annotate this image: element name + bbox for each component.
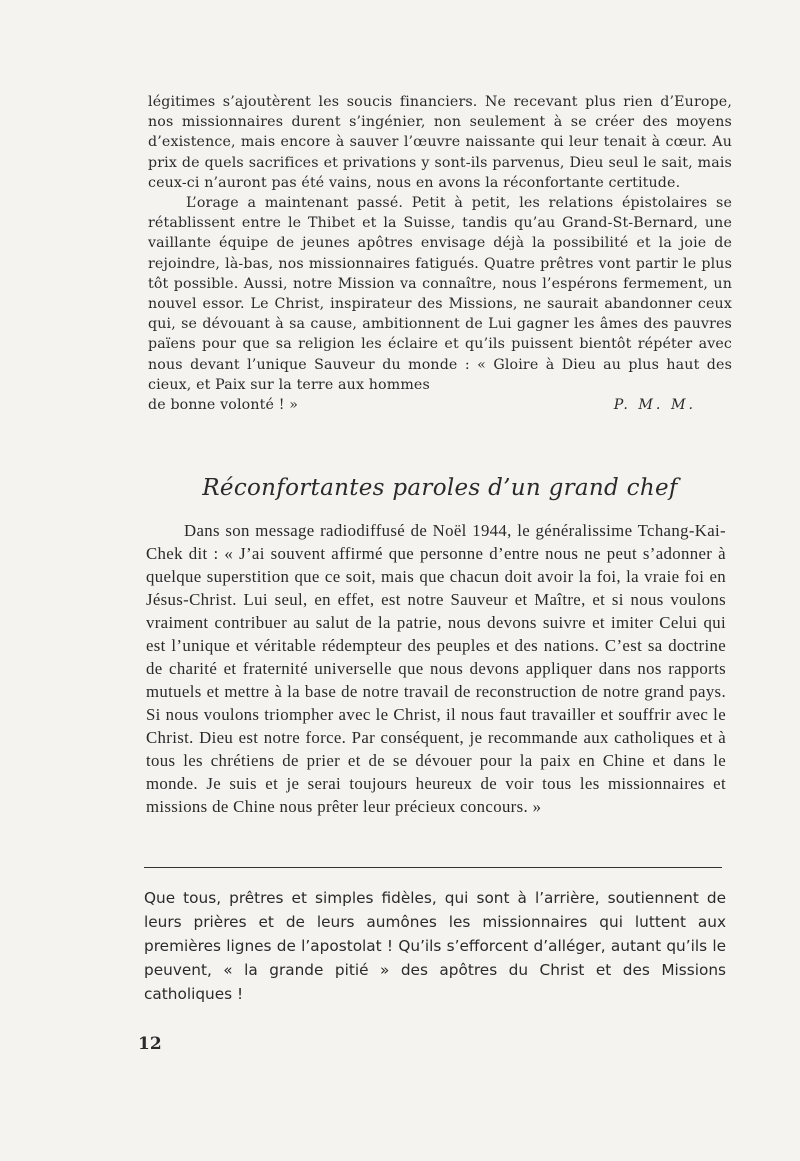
- section-title: Réconfortantes paroles d’un grand chef: [202, 475, 678, 501]
- closing-text: de bonne volonté ! »: [148, 397, 299, 414]
- paragraph-financial-worries: légitimes s’ajoutèrent les soucis financiers. Ne recevant plus rien d’Europe, nos missionnaires durent s’ingénier, non seulement à se créer des moyens d’existence, mais encore à sauver l’œuvre naissante qui leur tenait à cœur. Au prix de quels sacrifices et privations y sont-ils parvenus, Dieu seul le sait, mais ceux-ci n’auront pas été vains, nous en avons la réconfortante certitude.: [148, 94, 732, 191]
- page-number: 12: [138, 1034, 162, 1054]
- article-continuation: [148, 92, 732, 415]
- appeal-paragraph: Que tous, prêtres et simples fidèles, qui sont à l’arrière, soutiennent de leurs prières et de leurs aumônes les missionnaires qui luttent aux premières lignes de l’apostolat ! Qu’ils s’efforcent d’alléger, autant qu’ils le peuvent, « la grande pitié » des apôtres du Christ et des Missions catholiques !: [144, 889, 726, 1003]
- paragraph-storm-passed: L’orage a maintenant passé. Petit à petit, les relations épistolaires se rétablissent entre le Thibet et la Suisse, tandis qu’au Grand-St-Bernard, une vaillante équipe de jeunes apôtres envisage déjà la possibilité et la joie de rejoindre, là-bas, nos missionnaires fatigués. Quatre prêtres vont partir le plus tôt possible. Aussi, notre Mission va connaître, nous l’espérons fermement, un nouvel essor. Le Christ, inspirateur des Missions, ne saurait abandonner ceux qui, se dévouant à sa cause, ambitionnent de Lui gagner les âmes des pauvres païens pour que sa religion les éclaire et qu’ils puissent bientôt répéter avec nous devant l’unique Sauveur du monde : « Gloire à Dieu au plus haut des cieux, et Paix sur la terre aux hommes: [148, 195, 732, 393]
- horizontal-divider: [144, 867, 722, 868]
- closing-line: [148, 395, 732, 415]
- radio-message-paragraph: Dans son message radiodiffusé de Noël 1944, le généralissime Tchang-Kai-Chek dit : « J’ai souvent affirmé que personne d’entre nous ne peut s’adonner à quelque superstition que ce soit, mais que chacun doit avoir la foi, la vraie foi en Jésus-Christ. Lui seul, en effet, est notre Sauveur et Maître, et si nous voulons vraiment contribuer au salut de la patrie, nous devons suivre et imiter Celui qui est l’unique et véritable rédempteur des peuples et des nations. C’est sa doctrine de charité et fraternité universelle que nous devons appliquer dans nos rapports mutuels et mettre à la base de notre travail de reconstruction de notre grand pays. Si nous voulons triompher avec le Christ, il nous faut travailler et souffrir avec le Christ. Dieu est notre force. Par conséquent, je recommande aux catholiques et à tous les chrétiens de prier et de se dévouer pour la paix en Chine et dans le monde. Je suis et je serai toujours heureux de voir tous les missionnaires et missions de Chine nous prêter leur précieux concours. »: [146, 521, 726, 816]
- author-signature: P. M. M.: [613, 397, 696, 414]
